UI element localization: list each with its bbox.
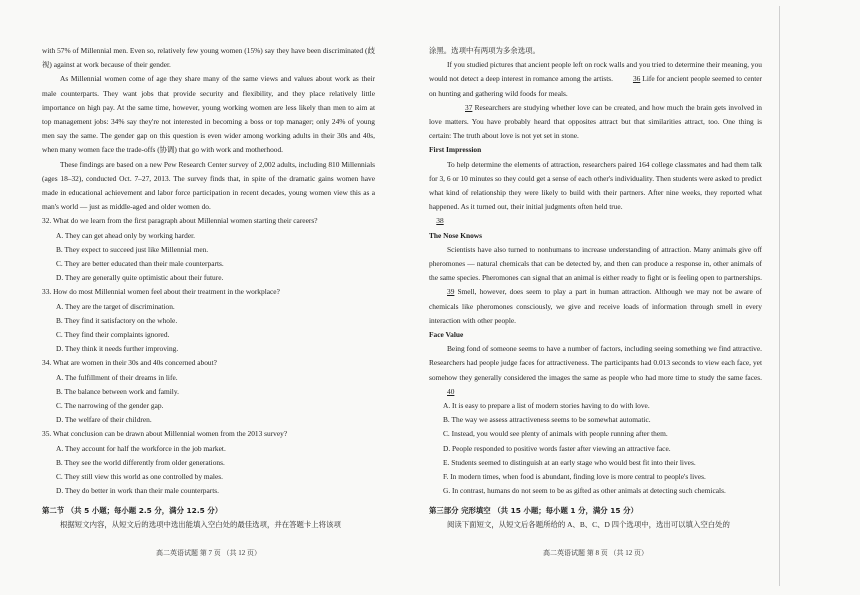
text-run: D. People responded to positive words faster after viewing an attractive face. [443, 443, 671, 453]
subheading [429, 143, 762, 157]
text-run: As Millennial women come of age they share many of the same views and values about work as their male counterparts. They want jobs that provide security and flexibility, and they place relatively little importance on high pay. At the same time, however, young working women are less likely than men to aim at top management jobs: 34% say they're not interested in becoming a boss or top manager; only 24% of young men say the same. The gender gap on this question is even wider among working adults in their 30s and 40s, when many women face the trade-offs (协调) that go with work and motherhood. [42, 74, 375, 155]
paragraph [42, 427, 375, 441]
answer-option [429, 427, 762, 441]
text-run: A. They account for half the workforce in the job market. [56, 443, 226, 453]
paragraph [429, 158, 762, 215]
text-run: A. The fulfillment of their dreams in life. [56, 372, 178, 382]
text-run: Scientists have also turned to nonhumans to increase understanding of attraction. Many animals give off pheromones — natural chemicals that can be detected by, and then can produce a response in, other animals of the same species. Pheromones can signal that an animal is either ready to fight or is feeling open to partnerships. [429, 244, 762, 283]
paragraph [429, 44, 762, 58]
text-run: 32. What do we learn from the first paragraph about Millennial women starting their careers? [42, 216, 318, 226]
text-run: 34. What are women in their 30s and 40s concerned about? [42, 358, 217, 368]
paragraph [429, 101, 762, 144]
paragraph [42, 214, 375, 228]
paragraph [42, 518, 375, 532]
answer-option [42, 399, 375, 413]
answer-option [42, 328, 375, 342]
text-run: B. The way we assess attractiveness seems to be somewhat automatic. [443, 415, 651, 425]
text-run: 35. What conclusion can be drawn about Millennial women from the 2013 survey? [42, 429, 288, 439]
text-run: B. They find it satisfactory on the whole. [56, 315, 178, 325]
answer-option [429, 442, 762, 456]
answer-blank: 38 [436, 216, 444, 226]
text-run: B. They expect to succeed just like Millennial men. [56, 244, 209, 254]
answer-option [42, 243, 375, 257]
answer-option [42, 271, 375, 285]
text-run: B. The balance between work and family. [56, 386, 179, 396]
right-column [429, 44, 762, 532]
paragraph [42, 44, 375, 72]
text-run: F. In modern times, when food is abundant, finding love is more central to people's lives. [443, 472, 706, 482]
page-footer-left: 高二英语试题 第 7 页 （共 12 页） [156, 549, 261, 557]
text-run: Researchers are studying whether love can be created, and how much the brain gets involved in love matters. You have probably heard that opposites attract but that similarities attract, too. One thing is certain: The truth about love is not yet set in stone. [429, 102, 762, 141]
answer-option [42, 371, 375, 385]
text-run: Smell, however, does seem to play a part in human attraction. Although we may not be aware of chemicals like pheromones consciously, we give and receive loads of information through smell in every interaction with other people. [429, 287, 762, 325]
text-run: C. They find their complaints ignored. [56, 330, 170, 340]
answer-option [42, 229, 375, 243]
text-run: C. The narrowing of the gender gap. [56, 401, 164, 411]
left-column [42, 44, 375, 532]
answer-blank: 36 [632, 74, 641, 84]
answer-option [429, 399, 762, 413]
paragraph [42, 285, 375, 299]
section-heading [42, 504, 375, 518]
paragraph [42, 356, 375, 370]
page-footer-right: 高二英语试题 第 8 页 （共 12 页） [543, 549, 648, 557]
text-run: 涂黑。选项中有两项为多余选项。 [429, 46, 540, 55]
text-run: with 57% of Millennial men. Even so, relatively few young women (15%) say they have been discriminated (歧视) against at work because of their gender. [42, 46, 375, 70]
answer-option [429, 484, 762, 498]
subheading [429, 229, 762, 243]
text-run: C. They still view this world as one controlled by males. [56, 472, 223, 482]
answer-option [42, 442, 375, 456]
text-run: These findings are based on a new Pew Research Center survey of 2,002 adults, including 810 Millennials (ages 18–32), conducted Oct. 7–27, 2013. The survey finds that, in spite of the dramatic gains women have made in educational achievement and labor force participation in recent decades, young women view this as a man's world — just as middle-aged and older women do. [42, 159, 375, 212]
answer-option [42, 413, 375, 427]
text-run: 第二节 （共 5 小题；每小题 2.5 分，满分 12.5 分） [42, 505, 223, 515]
answer-option [42, 314, 375, 328]
text-run: If you studied pictures that ancient people left on rock walls and you tried to determine their meaning, you would not detect a deep interest in romance among the artists. [429, 60, 762, 84]
text-run: To help determine the elements of attraction, researchers paired 164 college classmates and had them talk for 3, 6 or 10 minutes so they could get a sense of each other's individuality. Then students were asked to predict what kind of relationship they were likely to build with their partners. After nine weeks, they reported what happened. As it turned out, their initial judgments often held true. [429, 159, 762, 212]
text-run: 阅读下面短文，从短文后各题所给的 A、B、C、D 四个选项中，选出可以填入空白处的 [447, 519, 730, 529]
text-run: 33. How do most Millennial women feel about their treatment in the workplace? [42, 287, 280, 297]
section-heading [429, 504, 762, 518]
text-run: C. Instead, you would see plenty of animals with people running after them. [443, 429, 668, 439]
answer-option [42, 342, 375, 356]
fold-line [779, 6, 780, 586]
text-run: D. They are generally quite optimistic about their future. [56, 273, 224, 283]
answer-option [42, 470, 375, 484]
paragraph [429, 58, 762, 101]
paragraph [429, 518, 762, 532]
text-run: 第三部分 完形填空 （共 15 小题；每小题 1 分，满分 15 分） [429, 505, 638, 515]
answer-blank: 39 [447, 287, 455, 297]
text-run: A. They are the target of discrimination. [56, 301, 175, 311]
text-run: Life for ancient people seemed to center on hunting and gathering wild foods for meals. [429, 74, 762, 98]
text-run: D. They do better in work than their male counterparts. [56, 486, 220, 496]
text-run: E. Students seemed to distinguish at an early stage who would best fit into their lives. [443, 457, 696, 467]
subheading [429, 328, 762, 342]
paragraph [429, 243, 762, 328]
answer-option [429, 456, 762, 470]
text-run: 根据短文内容，从短文后的选项中选出能填入空白处的最佳选项，并在答题卡上将该项 [60, 519, 341, 529]
answer-option [429, 413, 762, 427]
answer-blank: 40 [447, 386, 455, 396]
answer-option [42, 300, 375, 314]
answer-option [42, 385, 375, 399]
text-run: The Nose Knows [429, 230, 482, 240]
text-run: G. In contrast, humans do not seem to be as gifted as other animals at detecting such chemicals. [443, 486, 726, 496]
paragraph [429, 214, 762, 228]
text-run: D. The welfare of their children. [56, 415, 152, 425]
text-run: Being fond of someone seems to have a number of factors, including seeing something we find attractive. Researchers had people judge faces for attractiveness. The participants had 0.013 seconds to view each face, yet somehow they generally considered the images the same as people who had more time to study the same faces. [429, 344, 762, 382]
paragraph [42, 158, 375, 215]
text-run: D. They think it needs further improving. [56, 344, 179, 354]
text-run: A. It is easy to prepare a list of modern stories having to do with love. [443, 401, 650, 411]
text-run: B. They see the world differently from older generations. [56, 457, 225, 467]
text-run: Face Value [429, 330, 464, 340]
text-run: C. They are better educated than their male counterparts. [56, 259, 224, 269]
answer-blank: 37 [465, 102, 473, 112]
text-run: A. They can get ahead only by working harder. [56, 230, 196, 240]
answer-option [429, 470, 762, 484]
answer-option [42, 484, 375, 498]
answer-option [42, 257, 375, 271]
paragraph [42, 72, 375, 157]
paragraph [429, 342, 762, 399]
text-run: First Impression [429, 145, 482, 155]
answer-option [42, 456, 375, 470]
